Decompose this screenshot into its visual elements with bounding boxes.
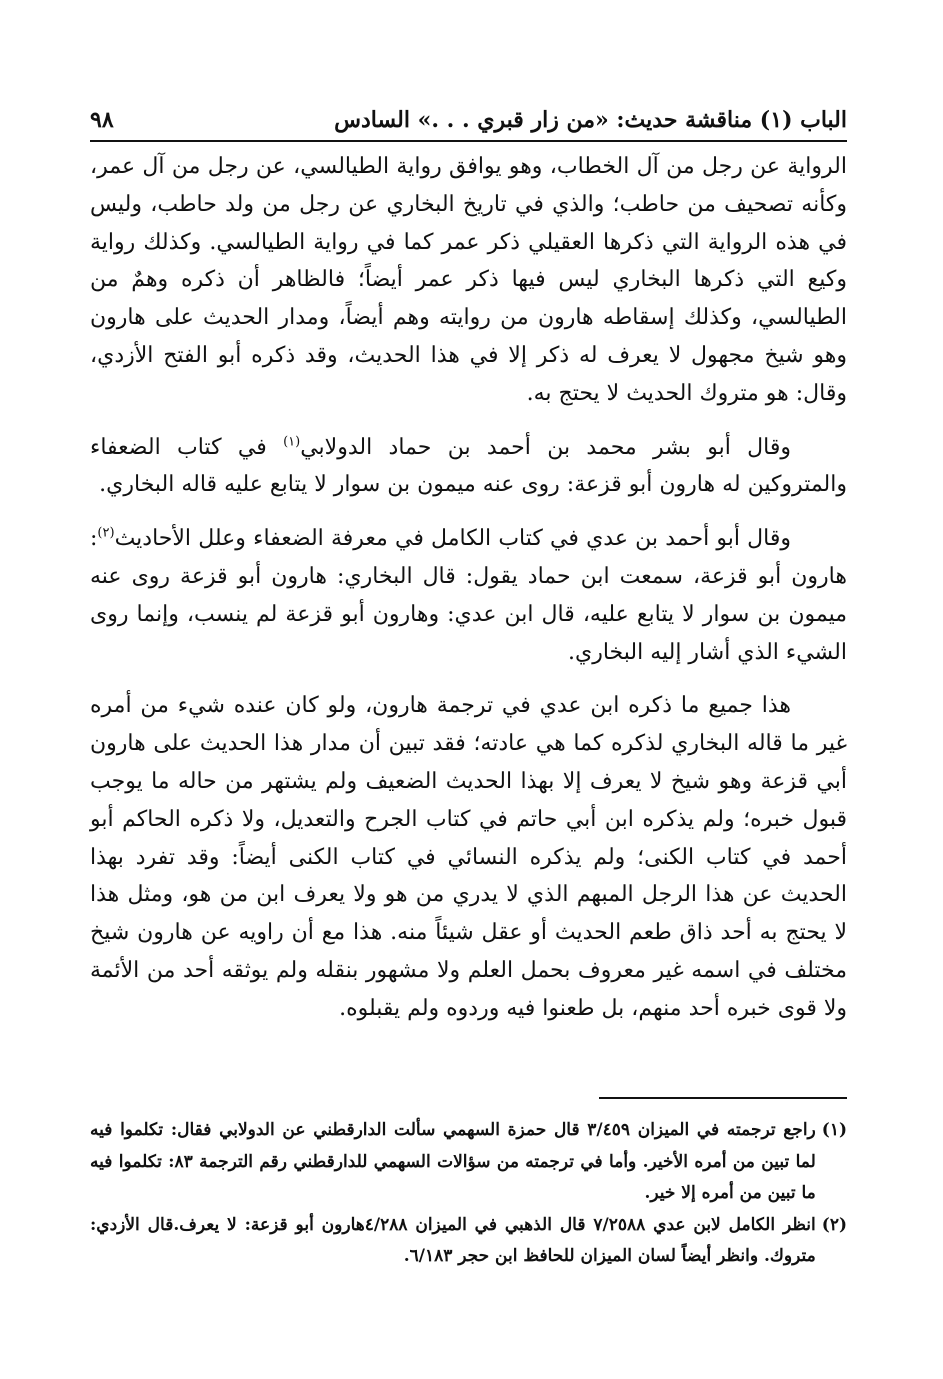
footnote-ref-1: (١) (283, 434, 301, 450)
footnote-1 (90, 1115, 847, 1210)
paragraph-2-text-end: في كتاب الضعفاء والمتروكين له هارون أبو قزعة: روى عنه ميمون بن سوار لا يتابع عليه قاله البخاري. (90, 434, 847, 498)
paragraph-3-text-end: : هارون أبو قزعة، سمعت ابن حماد يقول: قال البخاري: هارون أبو قزعة روى عنه ميمون بن سوار لا يتابع عليه، قال ابن عدي: وهارون أبو قزعة لم ينسب، وإنما روى الشيء الذي أشار إليه البخاري. (90, 526, 847, 665)
running-header (90, 100, 847, 140)
footnote-separator (599, 1097, 847, 1099)
paragraph-2-text-start: وقال أبو بشر محمد بن أحمد بن حماد الدولابي (300, 434, 792, 460)
footnotes (90, 1115, 847, 1273)
page-number: ٩٨ (90, 107, 114, 133)
paragraph-1: الرواية عن رجل من آل الخطاب، وهو يوافق رواية الطيالسي، عن رجل من آل عمر، وكأنه تصحيف من حاطب؛ والذي في تاريخ البخاري عن رجل من ولد حاطب، وليس في هذه الرواية التي ذكرها العقيلي ذكر عمر كما في رواية الطيالسي. وكذلك رواية وكيع التي ذكرها البخاري ليس فيها ذكر عمر أيضاً؛ فالظاهر أن ذكره وهمٌ من الطيالسي، وكذلك إسقاطه هارون من روايته وهم أيضاً، ومدار الحديث على هارون وهو شيخ مجهول لا يعرف له ذكر إلا في هذا الحديث، وقد ذكره أبو الفتح الأزدي، وقال: هو متروك الحديث لا يحتج به. (90, 154, 847, 406)
footnote-text: انظر الكامل لابن عدي ٧/٢٥٨٨ قال الذهبي في الميزان ٤/٢٨٨هارون أبو قزعة: لا يعرف.قال الأزدي: متروك. وانظر أيضاً لسان الميزان للحافظ ابن حجر ٦/١٨٣. (90, 1214, 816, 1267)
footnote-number: (١) (821, 1120, 847, 1140)
footnote-number: (٢) (821, 1214, 847, 1235)
paragraph-3 (90, 520, 847, 671)
main-text (90, 148, 847, 1028)
chapter-title: الباب (١) مناقشة حديث: «من زار قبري . . .» السادس (334, 107, 847, 133)
footnote-ref-2: (٢) (97, 525, 115, 541)
paragraph-2 (90, 429, 847, 505)
paragraph-4: هذا جميع ما ذكره ابن عدي في ترجمة هارون، ولو كان عنده شيء من أمره غير ما قاله البخاري لذكره كما هي عادته؛ فقد تبين أن مدار هذا الحديث على هارون أبي قزعة وهو شيخ لا يعرف إلا بهذا الحديث الضعيف ولم يشتهر من حاله ما يوجب قبول خبره؛ ولم يذكره ابن أبي حاتم في كتاب الجرح والتعديل، ولا ذكره الحاكم أبو أحمد في كتاب الكنى؛ ولم يذكره النسائي في كتاب الكنى أيضاً: وقد تفرد بهذا الحديث عن هذا الرجل المبهم الذي لا يدري من هو ولا يعرف ابن من هو، ومثل هذا لا يحتج به أحد ذاق طعم الحديث أو عقل شيئاً منه. هذا مع أن راويه عن هارون شيخ مختلف في اسمه غير معروف بحمل العلم ولا مشهور بنقله ولم يوثقه أحد من الأئمة ولا قوى خبره أحد منهم، بل طعنوا فيه وردوه ولم يقبلوه. (90, 693, 847, 1021)
footnote-text: راجع ترجمته في الميزان ٣/٤٥٩ قال حمزة السهمي سألت الدارقطني عن الدولابي فقال: تكلموا فيه لما تبين من أمره الأخير. وأما في ترجمته من سؤالات السهمي للدارقطني رقم الترجمة ٨٣: تكلموا فيه ما تبين من أمره إلا خير. (90, 1120, 816, 1204)
paragraph-3-text-start: وقال أبو أحمد بن عدي في كتاب الكامل في معرفة الضعفاء وعلل الأحاديث (114, 526, 791, 552)
footnote-2 (90, 1210, 847, 1273)
header-rule (90, 140, 847, 142)
